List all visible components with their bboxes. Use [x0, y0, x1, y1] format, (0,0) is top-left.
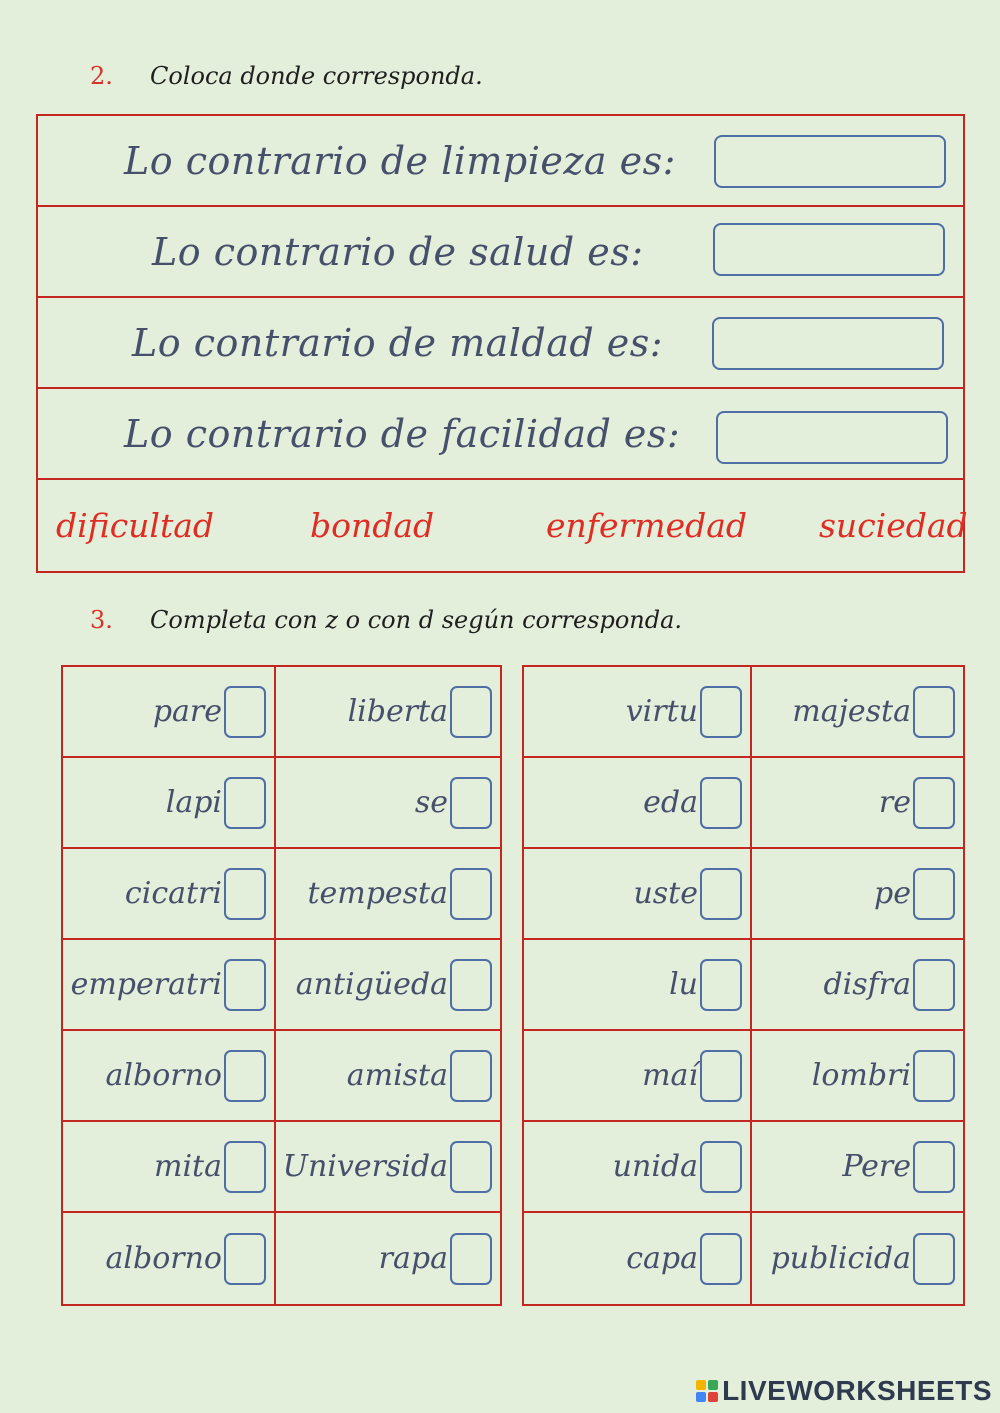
word-stem: antigüeda [295, 967, 448, 1002]
opposite-row-salud [38, 207, 963, 298]
right-word-grid [522, 665, 965, 1306]
opposite-label: Lo contrario de maldad es: [132, 320, 664, 365]
answer-drop-box[interactable] [713, 223, 945, 276]
letter-input-box[interactable] [913, 1233, 955, 1285]
opposite-row-facilidad [38, 389, 963, 480]
table-row [524, 849, 963, 940]
letter-input-box[interactable] [224, 777, 266, 829]
section-2-instruction: Coloca donde corresponda. [150, 62, 483, 90]
word-stem: emperatri [70, 967, 222, 1002]
word-cell [752, 940, 963, 1029]
word-cell [276, 758, 500, 847]
table-row [524, 758, 963, 849]
word-cell [63, 1031, 276, 1120]
options-row [38, 480, 968, 571]
word-stem: publicida [770, 1241, 911, 1276]
answer-drop-box[interactable] [714, 135, 946, 188]
table-row [63, 849, 500, 940]
left-word-grid [61, 665, 502, 1306]
table-row [63, 1122, 500, 1213]
table-row [63, 758, 500, 849]
word-cell [276, 849, 500, 938]
letter-input-box[interactable] [700, 1141, 742, 1193]
word-cell [63, 758, 276, 847]
letter-input-box[interactable] [913, 686, 955, 738]
word-stem: unida [612, 1149, 698, 1184]
letter-input-box[interactable] [700, 868, 742, 920]
table-row [63, 940, 500, 1031]
table-row [524, 667, 963, 758]
letter-input-box[interactable] [224, 868, 266, 920]
word-cell [752, 849, 963, 938]
word-stem: Universida [282, 1149, 448, 1184]
letter-input-box[interactable] [224, 1233, 266, 1285]
letter-input-box[interactable] [450, 868, 492, 920]
word-cell [524, 758, 752, 847]
section-3-instruction: Completa con z o con d según corresponda. [150, 606, 683, 634]
word-stem: pe [874, 876, 911, 911]
word-cell [524, 1122, 752, 1211]
letter-input-box[interactable] [450, 1233, 492, 1285]
word-stem: mita [154, 1149, 222, 1184]
word-cell [752, 667, 963, 756]
table-row [524, 1031, 963, 1122]
letter-input-box[interactable] [224, 686, 266, 738]
word-stem: lu [669, 967, 698, 1002]
word-stem: Pere [842, 1149, 911, 1184]
option-enfermedad[interactable]: enfermedad [546, 506, 748, 545]
option-dificultad[interactable]: dificultad [56, 506, 215, 545]
word-cell [524, 849, 752, 938]
logo-square-3 [696, 1392, 706, 1402]
word-stem: lombri [811, 1058, 911, 1093]
logo-square-1 [696, 1380, 706, 1390]
section-2-heading [90, 62, 483, 90]
letter-input-box[interactable] [913, 959, 955, 1011]
section-3-heading [90, 606, 682, 634]
word-stem: alborno [105, 1058, 222, 1093]
word-stem: rapa [378, 1241, 448, 1276]
logo-square-2 [708, 1380, 718, 1390]
letter-input-box[interactable] [450, 777, 492, 829]
letter-input-box[interactable] [450, 1050, 492, 1102]
opposites-table [36, 114, 968, 573]
opposite-label: Lo contrario de salud es: [152, 229, 644, 274]
word-stem: virtu [625, 694, 698, 729]
liveworksheets-logo-icon [696, 1380, 718, 1402]
word-cell [276, 940, 500, 1029]
word-cell [63, 940, 276, 1029]
letter-input-box[interactable] [913, 777, 955, 829]
word-cell [752, 1122, 963, 1211]
opposite-label: Lo contrario de facilidad es: [124, 411, 681, 456]
word-stem: alborno [105, 1241, 222, 1276]
word-stem: cicatri [124, 876, 222, 911]
table-row [524, 940, 963, 1031]
word-stem: tempesta [307, 876, 448, 911]
word-cell [63, 1213, 276, 1304]
word-stem: disfra [823, 967, 911, 1002]
word-stem: amista [346, 1058, 448, 1093]
word-stem: capa [626, 1241, 698, 1276]
opposite-row-maldad [38, 298, 963, 389]
table-row [524, 1122, 963, 1213]
letter-input-box[interactable] [224, 959, 266, 1011]
word-cell [752, 758, 963, 847]
word-cell [63, 1122, 276, 1211]
word-cell [524, 1213, 752, 1304]
word-stem: lapi [165, 785, 222, 820]
opposite-label: Lo contrario de limpieza es: [124, 138, 676, 183]
letter-input-box[interactable] [450, 686, 492, 738]
word-cell [276, 1213, 500, 1304]
opposite-row-limpieza [38, 116, 963, 207]
table-row [63, 1031, 500, 1122]
word-cell [276, 667, 500, 756]
brand-name: LIVEWORKSHEETS [722, 1375, 992, 1406]
option-suciedad[interactable]: suciedad [819, 506, 968, 545]
answer-drop-box[interactable] [716, 411, 948, 464]
word-stem: uste [633, 876, 698, 911]
letter-input-box[interactable] [224, 1141, 266, 1193]
word-stem: maí [642, 1058, 698, 1093]
logo-square-4 [708, 1392, 718, 1402]
word-stem: majesta [792, 694, 911, 729]
table-row [63, 667, 500, 758]
word-cell [752, 1213, 963, 1304]
letter-input-box[interactable] [450, 959, 492, 1011]
word-cell [276, 1031, 500, 1120]
word-stem: pare [152, 694, 222, 729]
letter-input-box[interactable] [913, 868, 955, 920]
word-cell [524, 1031, 752, 1120]
word-cell [63, 667, 276, 756]
word-stem: liberta [347, 694, 448, 729]
letter-input-box[interactable] [700, 686, 742, 738]
letter-input-box[interactable] [700, 1050, 742, 1102]
letter-input-box[interactable] [913, 1141, 955, 1193]
letter-input-box[interactable] [224, 1050, 266, 1102]
option-bondad[interactable]: bondad [310, 506, 435, 545]
word-cell [524, 667, 752, 756]
table-row [63, 1213, 500, 1304]
word-cell [63, 849, 276, 938]
letter-input-box[interactable] [913, 1050, 955, 1102]
word-cell [276, 1122, 500, 1211]
letter-input-box[interactable] [700, 1233, 742, 1285]
letter-input-box[interactable] [700, 777, 742, 829]
section-2-number: 2. [90, 62, 113, 90]
letter-input-box[interactable] [450, 1141, 492, 1193]
liveworksheets-brand[interactable] [696, 1375, 992, 1407]
word-cell [524, 940, 752, 1029]
word-stem: re [878, 785, 911, 820]
section-3-number: 3. [90, 606, 113, 634]
word-stem: se [414, 785, 448, 820]
table-row [524, 1213, 963, 1304]
word-stem: eda [643, 785, 698, 820]
answer-drop-box[interactable] [712, 317, 944, 370]
letter-input-box[interactable] [700, 959, 742, 1011]
word-cell [752, 1031, 963, 1120]
